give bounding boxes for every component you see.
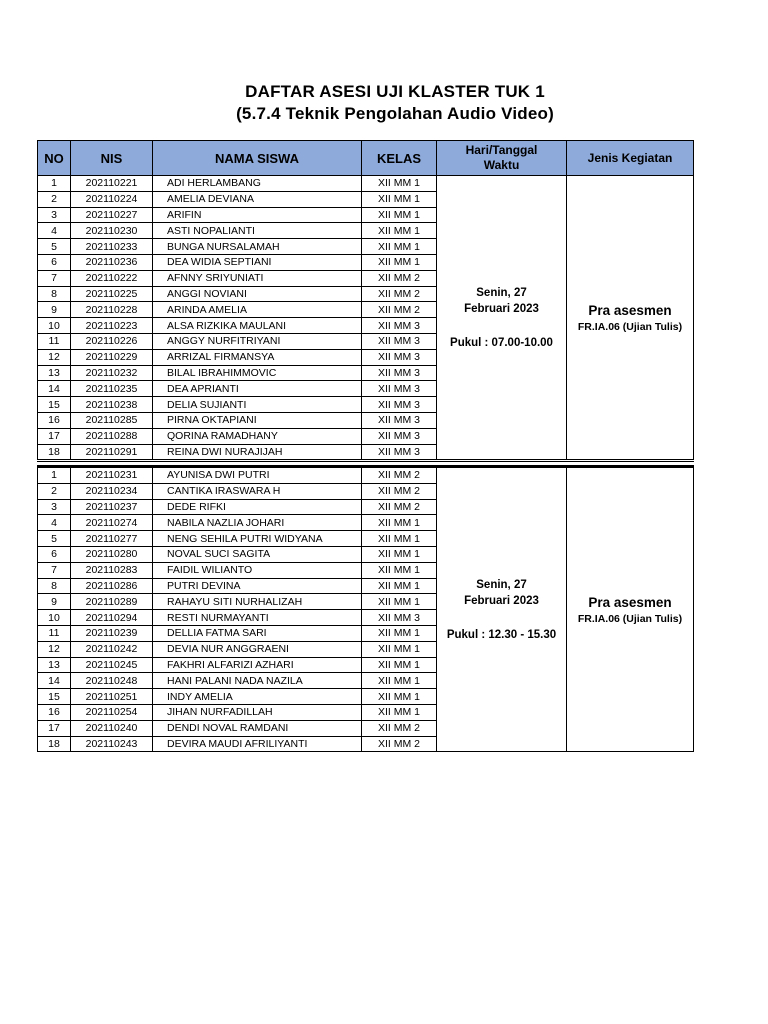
cell-nis: 202110224 bbox=[71, 191, 153, 207]
cell-kelas: XII MM 1 bbox=[362, 207, 437, 223]
cell-nis: 202110238 bbox=[71, 397, 153, 413]
cell-nama-siswa: RESTI NURMAYANTI bbox=[153, 610, 362, 626]
cell-kelas: XII MM 1 bbox=[362, 562, 437, 578]
cell-nama-siswa: DEDE RIFKI bbox=[153, 499, 362, 515]
cell-kelas: XII MM 1 bbox=[362, 254, 437, 270]
cell-no: 14 bbox=[38, 673, 71, 689]
cell-nis: 202110288 bbox=[71, 428, 153, 444]
cell-nama-siswa: AFNNY SRIYUNIATI bbox=[153, 270, 362, 286]
cell-kelas: XII MM 3 bbox=[362, 444, 437, 461]
cell-nama-siswa: ALSA RIZKIKA MAULANI bbox=[153, 318, 362, 334]
cell-nama-siswa: BUNGA NURSALAMAH bbox=[153, 239, 362, 255]
cell-nama-siswa: BILAL IBRAHIMMOVIC bbox=[153, 365, 362, 381]
cell-nis: 202110221 bbox=[71, 176, 153, 192]
cell-no: 10 bbox=[38, 318, 71, 334]
cell-kelas: XII MM 2 bbox=[362, 483, 437, 499]
cell-nama-siswa: JIHAN NURFADILLAH bbox=[153, 704, 362, 720]
cell-kelas: XII MM 3 bbox=[362, 365, 437, 381]
cell-nis: 202110236 bbox=[71, 254, 153, 270]
cell-nis: 202110235 bbox=[71, 381, 153, 397]
schedule-time: Pukul : 12.30 - 15.30 bbox=[446, 628, 557, 641]
cell-no: 18 bbox=[38, 444, 71, 461]
cell-nis: 202110291 bbox=[71, 444, 153, 461]
cell-nis: 202110229 bbox=[71, 349, 153, 365]
cell-nama-siswa: AYUNISA DWI PUTRI bbox=[153, 467, 362, 484]
activity-cell bbox=[567, 176, 694, 461]
cell-kelas: XII MM 2 bbox=[362, 302, 437, 318]
cell-nis: 202110243 bbox=[71, 736, 153, 752]
cell-no: 15 bbox=[38, 397, 71, 413]
header-no: NO bbox=[38, 141, 71, 176]
cell-kelas: XII MM 1 bbox=[362, 176, 437, 192]
activity-cell bbox=[567, 467, 694, 752]
cell-no: 8 bbox=[38, 286, 71, 302]
cell-no: 8 bbox=[38, 578, 71, 594]
cell-nis: 202110222 bbox=[71, 270, 153, 286]
cell-nama-siswa: ARRIZAL FIRMANSYA bbox=[153, 349, 362, 365]
table-row bbox=[38, 176, 694, 192]
cell-no: 16 bbox=[38, 412, 71, 428]
cell-kelas: XII MM 2 bbox=[362, 286, 437, 302]
cell-no: 3 bbox=[38, 499, 71, 515]
cell-nama-siswa: QORINA RAMADHANY bbox=[153, 428, 362, 444]
cell-kelas: XII MM 1 bbox=[362, 594, 437, 610]
cell-nis: 202110280 bbox=[71, 546, 153, 562]
group-1-table bbox=[37, 175, 694, 462]
cell-no: 17 bbox=[38, 720, 71, 736]
cell-no: 16 bbox=[38, 704, 71, 720]
cell-kelas: XII MM 1 bbox=[362, 657, 437, 673]
cell-nis: 202110289 bbox=[71, 594, 153, 610]
cell-kelas: XII MM 3 bbox=[362, 412, 437, 428]
cell-kelas: XII MM 1 bbox=[362, 223, 437, 239]
cell-nama-siswa: NENG SEHILA PUTRI WIDYANA bbox=[153, 531, 362, 547]
header-nama: NAMA SISWA bbox=[153, 141, 362, 176]
document-title: DAFTAR ASESI UJI KLASTER TUK 1 bbox=[245, 82, 545, 101]
cell-kelas: XII MM 1 bbox=[362, 625, 437, 641]
cell-kelas: XII MM 3 bbox=[362, 318, 437, 334]
cell-no: 18 bbox=[38, 736, 71, 752]
activity-name: Pra asesmen bbox=[588, 302, 672, 318]
cell-nis: 202110226 bbox=[71, 333, 153, 349]
cell-nama-siswa: RAHAYU SITI NURHALIZAH bbox=[153, 594, 362, 610]
cell-no: 6 bbox=[38, 254, 71, 270]
cell-kelas: XII MM 2 bbox=[362, 720, 437, 736]
cell-no: 13 bbox=[38, 365, 71, 381]
activity-name: Pra asesmen bbox=[588, 594, 672, 610]
cell-no: 2 bbox=[38, 483, 71, 499]
cell-kelas: XII MM 1 bbox=[362, 239, 437, 255]
table-row bbox=[38, 467, 694, 484]
cell-nama-siswa: ASTI NOPALIANTI bbox=[153, 223, 362, 239]
cell-no: 4 bbox=[38, 223, 71, 239]
cell-nama-siswa: PUTRI DEVINA bbox=[153, 578, 362, 594]
cell-kelas: XII MM 1 bbox=[362, 689, 437, 705]
cell-nis: 202110254 bbox=[71, 704, 153, 720]
cell-nama-siswa: ANGGI NOVIANI bbox=[153, 286, 362, 302]
cell-nama-siswa: AMELIA DEVIANA bbox=[153, 191, 362, 207]
cell-nis: 202110228 bbox=[71, 302, 153, 318]
cell-nis: 202110251 bbox=[71, 689, 153, 705]
cell-nis: 202110283 bbox=[71, 562, 153, 578]
cell-nama-siswa: ADI HERLAMBANG bbox=[153, 176, 362, 192]
schedule-cell bbox=[437, 176, 567, 461]
schedule-cell bbox=[437, 467, 567, 752]
cell-no: 12 bbox=[38, 641, 71, 657]
cell-nama-siswa: DEVIRA MAUDI AFRILIYANTI bbox=[153, 736, 362, 752]
cell-kelas: XII MM 1 bbox=[362, 191, 437, 207]
cell-nama-siswa: NABILA NAZLIA JOHARI bbox=[153, 515, 362, 531]
cell-kelas: XII MM 1 bbox=[362, 641, 437, 657]
cell-nis: 202110231 bbox=[71, 467, 153, 484]
cell-nama-siswa: CANTIKA IRASWARA H bbox=[153, 483, 362, 499]
schedule-date: Senin, 27 Februari 2023 bbox=[464, 286, 539, 315]
document-subtitle: (5.7.4 Teknik Pengolahan Audio Video) bbox=[236, 104, 554, 123]
cell-nis: 202110274 bbox=[71, 515, 153, 531]
cell-nis: 202110248 bbox=[71, 673, 153, 689]
cell-no: 13 bbox=[38, 657, 71, 673]
group-2-table bbox=[37, 465, 694, 752]
cell-nama-siswa: DEA APRIANTI bbox=[153, 381, 362, 397]
cell-nama-siswa: ARINDA AMELIA bbox=[153, 302, 362, 318]
cell-nis: 202110230 bbox=[71, 223, 153, 239]
cell-nama-siswa: PIRNA OKTAPIANI bbox=[153, 412, 362, 428]
cell-nama-siswa: DELIA SUJIANTI bbox=[153, 397, 362, 413]
cell-nis: 202110277 bbox=[71, 531, 153, 547]
cell-kelas: XII MM 3 bbox=[362, 333, 437, 349]
group-1-body bbox=[38, 176, 694, 461]
cell-kelas: XII MM 3 bbox=[362, 397, 437, 413]
cell-kelas: XII MM 3 bbox=[362, 349, 437, 365]
cell-nis: 202110242 bbox=[71, 641, 153, 657]
cell-kelas: XII MM 1 bbox=[362, 515, 437, 531]
activity-form: FR.IA.06 (Ujian Tulis) bbox=[577, 320, 683, 333]
header-kelas: KELAS bbox=[362, 141, 437, 176]
cell-nis: 202110239 bbox=[71, 625, 153, 641]
cell-no: 3 bbox=[38, 207, 71, 223]
cell-no: 11 bbox=[38, 333, 71, 349]
cell-no: 10 bbox=[38, 610, 71, 626]
cell-nis: 202110240 bbox=[71, 720, 153, 736]
cell-nama-siswa: DEVIA NUR ANGGRAENI bbox=[153, 641, 362, 657]
cell-no: 7 bbox=[38, 562, 71, 578]
cell-no: 5 bbox=[38, 239, 71, 255]
cell-kelas: XII MM 2 bbox=[362, 499, 437, 515]
cell-no: 11 bbox=[38, 625, 71, 641]
cell-nis: 202110237 bbox=[71, 499, 153, 515]
header-hari-tanggal: Hari/Tanggal Waktu bbox=[437, 141, 567, 176]
cell-no: 2 bbox=[38, 191, 71, 207]
cell-nis: 202110285 bbox=[71, 412, 153, 428]
cell-no: 9 bbox=[38, 302, 71, 318]
cell-no: 14 bbox=[38, 381, 71, 397]
cell-kelas: XII MM 3 bbox=[362, 381, 437, 397]
cell-nama-siswa: DENDI NOVAL RAMDANI bbox=[153, 720, 362, 736]
cell-no: 1 bbox=[38, 176, 71, 192]
cell-no: 1 bbox=[38, 467, 71, 484]
cell-kelas: XII MM 1 bbox=[362, 546, 437, 562]
cell-nama-siswa: ANGGY NURFITRIYANI bbox=[153, 333, 362, 349]
cell-nis: 202110232 bbox=[71, 365, 153, 381]
cell-kelas: XII MM 2 bbox=[362, 736, 437, 752]
cell-nama-siswa: FAIDIL WILIANTO bbox=[153, 562, 362, 578]
cell-nis: 202110294 bbox=[71, 610, 153, 626]
cell-no: 4 bbox=[38, 515, 71, 531]
cell-nis: 202110245 bbox=[71, 657, 153, 673]
cell-kelas: XII MM 1 bbox=[362, 578, 437, 594]
schedule-date: Senin, 27 Februari 2023 bbox=[464, 578, 539, 607]
cell-no: 7 bbox=[38, 270, 71, 286]
cell-nis: 202110234 bbox=[71, 483, 153, 499]
activity-form: FR.IA.06 (Ujian Tulis) bbox=[577, 612, 683, 625]
cell-no: 12 bbox=[38, 349, 71, 365]
cell-nis: 202110227 bbox=[71, 207, 153, 223]
cell-kelas: XII MM 1 bbox=[362, 673, 437, 689]
cell-nis: 202110233 bbox=[71, 239, 153, 255]
table-header bbox=[37, 140, 694, 176]
cell-nama-siswa: NOVAL SUCI SAGITA bbox=[153, 546, 362, 562]
header-nis: NIS bbox=[71, 141, 153, 176]
cell-nama-siswa: HANI PALANI NADA NAZILA bbox=[153, 673, 362, 689]
cell-no: 6 bbox=[38, 546, 71, 562]
cell-kelas: XII MM 2 bbox=[362, 270, 437, 286]
cell-nama-siswa: ARIFIN bbox=[153, 207, 362, 223]
group-2-body bbox=[38, 467, 694, 752]
cell-nis: 202110286 bbox=[71, 578, 153, 594]
cell-nama-siswa: DELLIA FATMA SARI bbox=[153, 625, 362, 641]
cell-no: 9 bbox=[38, 594, 71, 610]
cell-no: 5 bbox=[38, 531, 71, 547]
cell-nis: 202110225 bbox=[71, 286, 153, 302]
cell-kelas: XII MM 2 bbox=[362, 467, 437, 484]
cell-kelas: XII MM 3 bbox=[362, 610, 437, 626]
schedule-time: Pukul : 07.00-10.00 bbox=[450, 336, 553, 349]
cell-nis: 202110223 bbox=[71, 318, 153, 334]
header-jenis-kegiatan: Jenis Kegiatan bbox=[567, 141, 694, 176]
cell-nama-siswa: FAKHRI ALFARIZI AZHARI bbox=[153, 657, 362, 673]
cell-kelas: XII MM 1 bbox=[362, 704, 437, 720]
cell-nama-siswa: REINA DWI NURAJIJAH bbox=[153, 444, 362, 461]
cell-nama-siswa: INDY AMELIA bbox=[153, 689, 362, 705]
cell-no: 15 bbox=[38, 689, 71, 705]
cell-kelas: XII MM 3 bbox=[362, 428, 437, 444]
cell-kelas: XII MM 1 bbox=[362, 531, 437, 547]
cell-no: 17 bbox=[38, 428, 71, 444]
cell-nama-siswa: DEA WIDIA SEPTIANI bbox=[153, 254, 362, 270]
